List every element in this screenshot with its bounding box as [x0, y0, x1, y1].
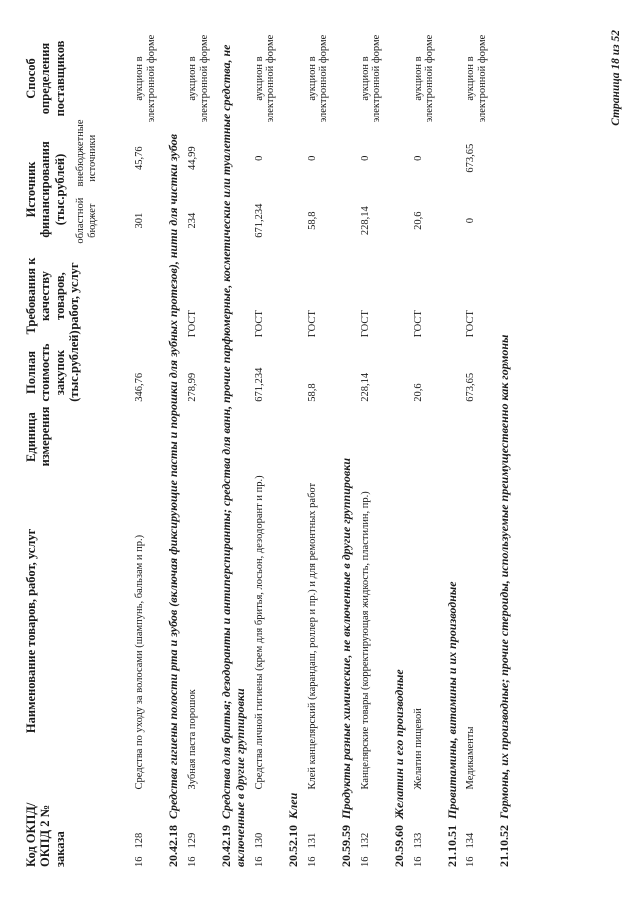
header-cost: Полная стоимость закупок (тыс.рублей): [24, 330, 82, 402]
total-cost: 346,76: [134, 372, 146, 402]
group-row: [491, 30, 515, 870]
funding-extra: 0: [359, 155, 371, 161]
code-cell: [357, 792, 386, 870]
order-number: 131: [306, 832, 318, 849]
unit-cell: [251, 405, 280, 470]
header-funding-regional: областной бюджет: [75, 197, 99, 244]
quality-requirement: ГОСТ: [359, 310, 371, 338]
procurement-method: аукцион в электронной форме: [359, 34, 383, 123]
procurement-method: аукцион в электронной форме: [412, 34, 436, 123]
unit-cell: [357, 405, 386, 470]
header-method: Способ определения поставщиков: [24, 40, 67, 117]
total-cost: 228,14: [359, 372, 371, 402]
group-code: 20.59.60: [391, 825, 406, 867]
table-body: [131, 30, 515, 870]
item-name: Желатин пищевой: [412, 708, 424, 790]
procurement-table: [20, 30, 515, 870]
funding-regional: 20,6: [412, 211, 424, 230]
group-row: [333, 30, 357, 870]
table-row: [410, 30, 439, 870]
procurement-method: аукцион в электронной форме: [187, 34, 210, 123]
item-name: Медикаменты: [465, 726, 477, 790]
quality-requirement: ГОСТ: [187, 310, 199, 338]
funding-extra: 44,99: [187, 146, 199, 171]
group-code: 21.10.52: [497, 825, 512, 867]
item-name: Зубная паста порошок: [187, 689, 199, 790]
header-funding: Источник финансирования (тыс.рублей): [24, 141, 67, 238]
funding-regional: 671,234: [253, 203, 265, 238]
procurement-method: аукцион в электронной форме: [134, 34, 157, 123]
unit-cell: [184, 405, 213, 470]
code-cell: [462, 792, 491, 870]
group-row: [386, 30, 410, 870]
table-row: [184, 30, 213, 870]
table-row: [304, 30, 333, 870]
total-cost: 58,8: [306, 383, 318, 402]
quality-requirement: ГОСТ: [412, 310, 424, 338]
order-section: 16: [465, 856, 477, 867]
funding-regional: 0: [465, 218, 477, 224]
table-row: [357, 30, 386, 870]
total-cost: 20,6: [412, 383, 424, 402]
order-number: 133: [412, 832, 424, 849]
header-funding-extra: внебюджетные источники: [75, 119, 99, 187]
group-row: [439, 30, 463, 870]
table-row: [251, 30, 280, 870]
order-section: 16: [306, 856, 318, 867]
item-name: Средства по уходу за волосами (шампунь, бальзам и пр.): [134, 534, 146, 790]
order-number: 130: [253, 832, 265, 849]
code-cell: [410, 792, 439, 870]
unit-cell: [304, 405, 333, 470]
header-unit: Единица измерения: [24, 406, 53, 467]
group-row: [160, 30, 184, 870]
group-code: 21.10.51: [444, 825, 459, 867]
funding-regional: 301: [134, 212, 146, 229]
code-cell: [304, 792, 333, 870]
group-row: [213, 30, 251, 870]
procurement-method: аукцион в электронной форме: [253, 34, 277, 123]
group-title: Средства гигиены полости рта и зубов (включая фиксирующие пасты и порошки для зубных протезов), нити для чистки зубов: [166, 133, 181, 819]
order-section: 16: [359, 856, 371, 867]
order-section: 16: [412, 856, 424, 867]
funding-regional: 234: [187, 212, 199, 229]
funding-extra: 0: [412, 155, 424, 161]
group-code: 20.59.59: [338, 825, 353, 867]
order-number: 128: [134, 832, 146, 849]
code-cell: [251, 792, 280, 870]
unit-cell: [410, 405, 439, 470]
group-title: Средства для бритья; дезодоранты и антиперспиранты; средства для ванн, прочие парфюмерные, косметические или туалетные средства, не включенные в другие группировки: [219, 44, 248, 867]
quality-requirement: [131, 252, 160, 340]
quality-requirement: ГОСТ: [253, 310, 265, 338]
header-requirements: Требования к качеству товаров, работ, услуг: [24, 257, 82, 335]
group-row: [280, 30, 304, 870]
order-number: 132: [359, 832, 371, 849]
group-title: Клеи: [285, 792, 300, 819]
header-code: Код ОКПД/ ОКПД 2 № заказа: [24, 802, 67, 867]
order-section: 16: [253, 856, 265, 867]
group-code: 20.42.18: [166, 825, 181, 867]
total-cost: 673,65: [465, 372, 477, 402]
total-cost: 278,99: [187, 372, 199, 402]
procurement-method: аукцион в электронной форме: [465, 34, 488, 123]
page-number: Страница 18 из 52: [610, 30, 622, 126]
item-name: Средства личной гигиены (крем для бритья, лосьон, дезодорант и пр.): [253, 475, 265, 790]
funding-extra: 0: [253, 155, 265, 161]
order-section: 16: [134, 856, 146, 867]
order-number: 129: [187, 832, 199, 849]
quality-requirement: ГОСТ: [465, 310, 477, 338]
code-cell: [184, 792, 213, 870]
procurement-method: аукцион в электронной форме: [306, 34, 330, 123]
order-section: 16: [187, 856, 199, 867]
header-name: Наименование товаров, работ, услуг: [24, 528, 38, 734]
item-name: Клей канцелярский (карандаш, роллер и пр.) и для ремонтных работ: [306, 482, 318, 790]
header-row: [20, 30, 71, 870]
funding-regional: 58,8: [306, 211, 318, 230]
funding-regional: 228,14: [359, 206, 371, 236]
group-title: Желатин и его производные: [391, 669, 406, 819]
group-title: Провитамины, витамины и их производные: [444, 581, 459, 819]
table-row: [462, 30, 491, 870]
funding-extra: 673,65: [465, 143, 477, 173]
group-code: 20.42.19: [219, 825, 234, 867]
code-cell: [131, 792, 160, 870]
funding-extra: 45,76: [134, 146, 146, 171]
item-name: Канцелярские товары (корректирующая жидкость, пластилин, пр.): [359, 491, 371, 790]
quality-requirement: ГОСТ: [306, 310, 318, 338]
table-row: [131, 30, 160, 870]
group-title: Гормоны, их производные; прочие стероиды, используемые преимущественно как гормоны: [497, 334, 512, 819]
funding-extra: 0: [306, 155, 318, 161]
group-title: Продукты разные химические, не включенные в другие группировки: [338, 457, 353, 819]
total-cost: 671,234: [253, 367, 265, 402]
unit-cell: [131, 405, 160, 470]
group-code: 20.52.10: [285, 825, 300, 867]
order-number: 134: [465, 832, 477, 849]
unit-cell: [462, 405, 491, 470]
